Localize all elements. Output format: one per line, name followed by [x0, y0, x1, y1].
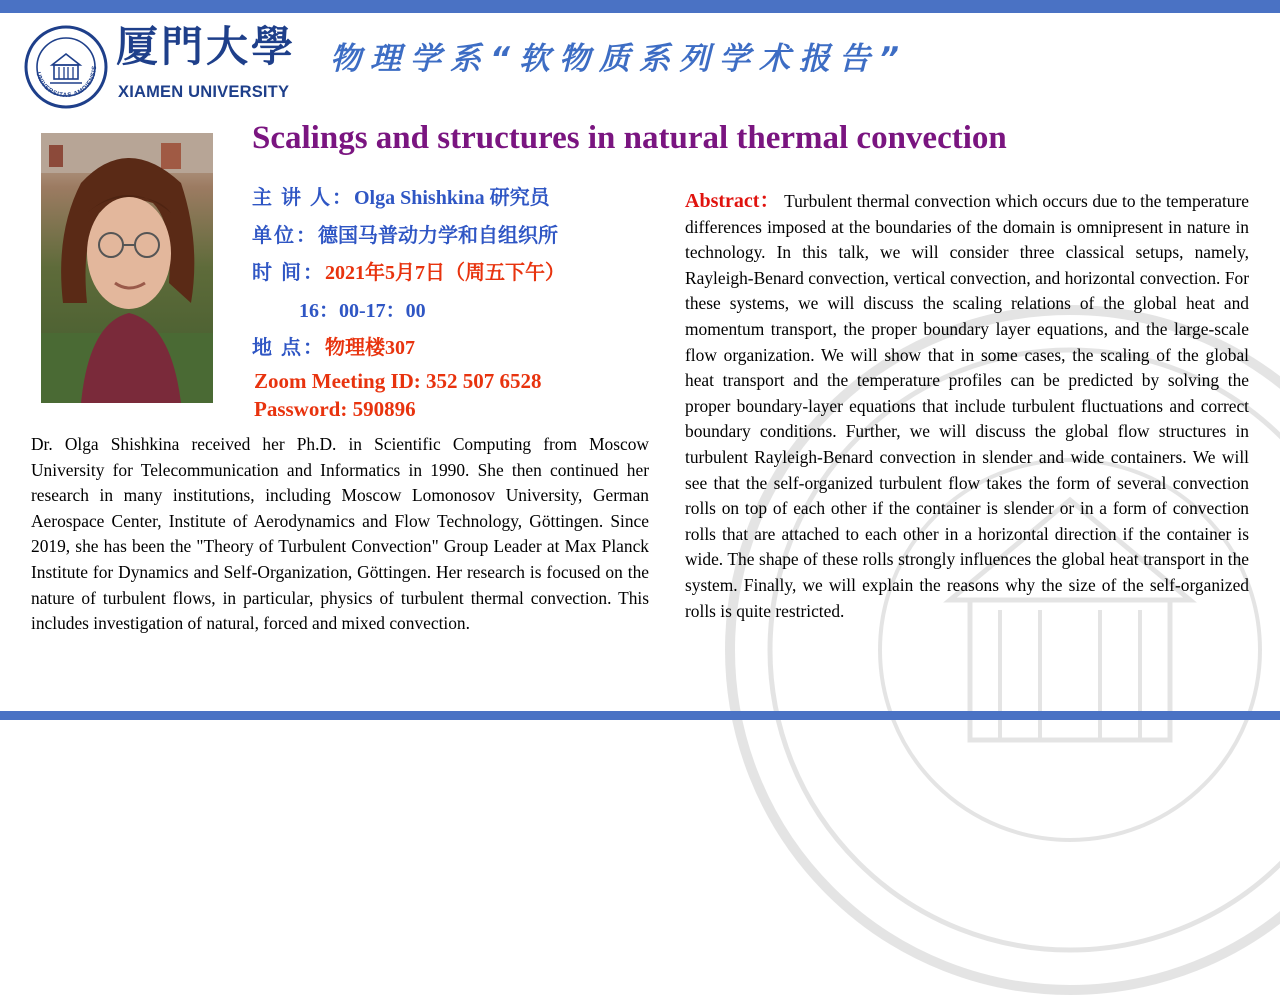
time-range [299, 301, 426, 321]
speaker-label: 主 讲 人： [252, 187, 354, 209]
abstract-text: Turbulent thermal convection which occurs due to the temperature differences imposed at the boundaries of the domain is omnipresent in nature in technology. In this talk, we will consider three classical setups, namely, Rayleigh-Benard convection, vertical convection, and horizontal convection. For these systems, we will discuss the scaling relations of the global heat and momentum transport, the proper boundary layer equations, and the large-scale flow organization. We will show that in some cases, the scaling of the global heat transport and the temperature profiles can be predicted by solving the proper boundary-layer equations that include turbulent fluctuations and correct boundary conditions. Further, we will discuss the global flow structures in turbulent Rayleigh-Benard convection in slender and wide containers. We will see that the self-organized turbulent flow takes the form of several convection rolls on top of each other if the container is slender or in a form of convection rolls that are attached to each other in a horizontal direction if the container is wide. The shape of these rolls strongly influences the global heat transport in the system. Finally, we will explain the reasons why the size of the self-organized rolls is quite restricted. [685, 191, 1249, 621]
speaker-photo [41, 133, 213, 403]
university-name-chinese: 厦門大學 [116, 22, 297, 71]
speaker-name: Olga Shishkina 研究员 [354, 187, 550, 209]
location-line [252, 338, 415, 358]
abstract-label: Abstract： [685, 190, 780, 212]
talk-title: Scalings and structures in natural thermal convection [252, 120, 1007, 156]
top-accent-bar [0, 0, 1280, 13]
location-value: 物理楼307 [325, 337, 415, 359]
time-value: 2021年5月7日（周五下午） [325, 262, 565, 284]
xiamen-university-seal-logo [24, 25, 108, 109]
location-label: 地 点： [252, 337, 325, 359]
lecture-series-title: 物理学系“软物质系列学术报告” [330, 41, 908, 77]
speaker-biography: Dr. Olga Shishkina received her Ph.D. in Scientific Computing from Moscow University for Telecommunication and Informatics in 1990. She then continued her research in many institutions, including Moscow Lomonosov University, German Aerospace Center, Institute of Aerodynamics and Flow Technology, Göttingen. Since 2019, she has been the "Theory of Turbulent Convection" Group Leader at Max Planck Institute for Dynamics and Self-Organization, Göttingen. Her research is focused on the nature of turbulent flows, in particular, physics of turbulent thermal convection. This includes investigation of natural, forced and mixed convection. [31, 434, 649, 634]
time-range-value: 16：00-17：00 [299, 300, 426, 322]
speaker-line [252, 188, 550, 208]
abstract-block [685, 189, 1249, 624]
svg-text:UNIVERSITAS AMOIENSIS: UNIVERSITAS AMOIENSIS [34, 65, 99, 100]
time-label: 时 间： [252, 262, 325, 284]
time-line [252, 263, 565, 283]
bottom-accent-bar [0, 711, 1280, 720]
affiliation-label: 单位： [252, 225, 318, 247]
zoom-password: Password: 590896 [254, 397, 416, 421]
university-name-english: XIAMEN UNIVERSITY [118, 83, 290, 101]
affiliation-value: 德国马普动力学和自组织所 [318, 225, 558, 247]
affiliation-line [252, 226, 558, 246]
zoom-meeting-id: Zoom Meeting ID: 352 507 6528 [254, 369, 542, 393]
